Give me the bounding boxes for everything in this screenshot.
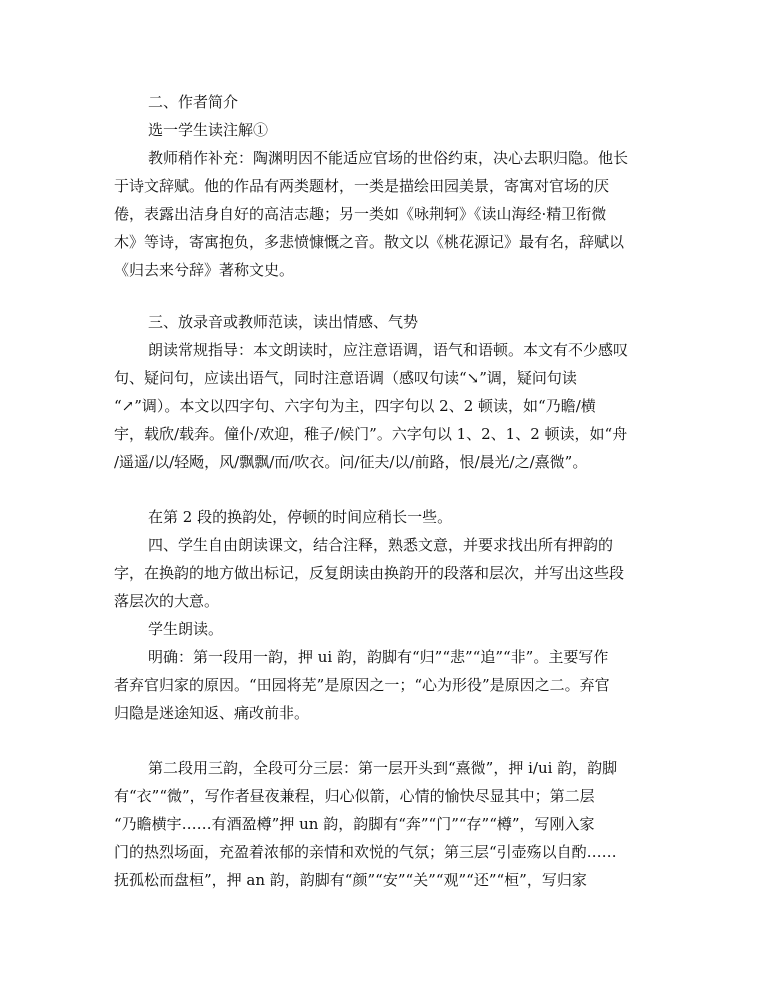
section-heading-reading: 三、放录音或教师范读，读出情感、气势	[148, 313, 419, 331]
paragraph-line: 明确：第一段用一韵，押 ui 韵，韵脚有“归”“悲”“追”“非”。主要写作	[148, 648, 609, 666]
paragraph-line: 宇，载欣/载奔。僮仆/欢迎，稚子/候门”。六字句以 1、2、1、2 顿读，如“舟	[114, 425, 628, 443]
paragraph-line: 《归去来兮辞》著称文史。	[114, 261, 295, 279]
paragraph-line: 朗读常规指导：本文朗读时，应注意语调，语气和语顿。本文有不少感叹	[148, 341, 629, 359]
paragraph-line: “乃瞻横宇……有酒盈樽”押 un 韵，韵脚有“奔”“门”“存”“樽”，写刚入家	[114, 815, 595, 833]
paragraph-line: “↗”调）。本文以四字句、六字句为主，四字句以 2、2 顿读，如“乃瞻/横	[114, 397, 596, 415]
section-heading-free-reading: 四、学生自由朗读课文，结合注释，熟悉文意，并要求找出所有押韵的	[148, 536, 614, 554]
paragraph-line: 落层次的大意。	[114, 592, 220, 610]
paragraph-line: 门的热烈场面，充盈着浓郁的亲情和欢悦的气氛；第三层“引壶殇以自酌……	[114, 843, 617, 861]
paragraph-line: 教师稍作补充：陶渊明因不能适应官场的世俗约束，决心去职归隐。他长	[148, 149, 629, 167]
paragraph-line: 学生朗读。	[148, 620, 224, 638]
section-heading-author: 二、作者简介	[148, 93, 239, 111]
paragraph-line: 倦，表露出洁身自好的高洁志趣；另一类如《咏荆轲》《读山海经·精卫衔微	[114, 205, 607, 223]
paragraph-line: 在第 2 段的换韵处，停顿的时间应稍长一些。	[148, 508, 453, 526]
paragraph-line: 归隐是迷途知返、痛改前非。	[114, 704, 310, 722]
paragraph-line: 句、疑问句，应读出语气，同时注意语调（感叹句读“↘”调，疑问句读	[114, 369, 577, 387]
paragraph-line: 字，在换韵的地方做出标记，反复朗读由换韵开的段落和层次，并写出这些段	[114, 564, 625, 582]
paragraph-line: 于诗文辞赋。他的作品有两类题材，一类是描绘田园美景，寄寓对官场的厌	[114, 177, 610, 195]
paragraph-line: 抚孤松而盘桓”，押 an 韵，韵脚有“颜”“安”“关”“观”“还”“桓”，写归家	[114, 871, 587, 889]
paragraph-line: /遥遥/以/轻飏，风/飘飘/而/吹衣。问/征夫/以/前路，恨/晨光/之/熹微”。	[114, 453, 588, 471]
paragraph-line: 有“衣”“微”，写作者昼夜兼程，归心似箭，心情的愉快尽显其中；第二层	[114, 787, 595, 805]
paragraph-line: 选一学生读注解①	[148, 121, 269, 139]
paragraph-line: 第二段用三韵，全段可分三层：第一层开头到“熹微”，押 i/ui 韵，韵脚	[148, 759, 618, 777]
paragraph-line: 者弃官归家的原因。“田园将芜”是原因之一；“心为形役”是原因之二。弃官	[114, 676, 610, 694]
paragraph-line: 木》等诗，寄寓抱负，多悲愤慷慨之音。散文以《桃花源记》最有名，辞赋以	[114, 233, 625, 251]
